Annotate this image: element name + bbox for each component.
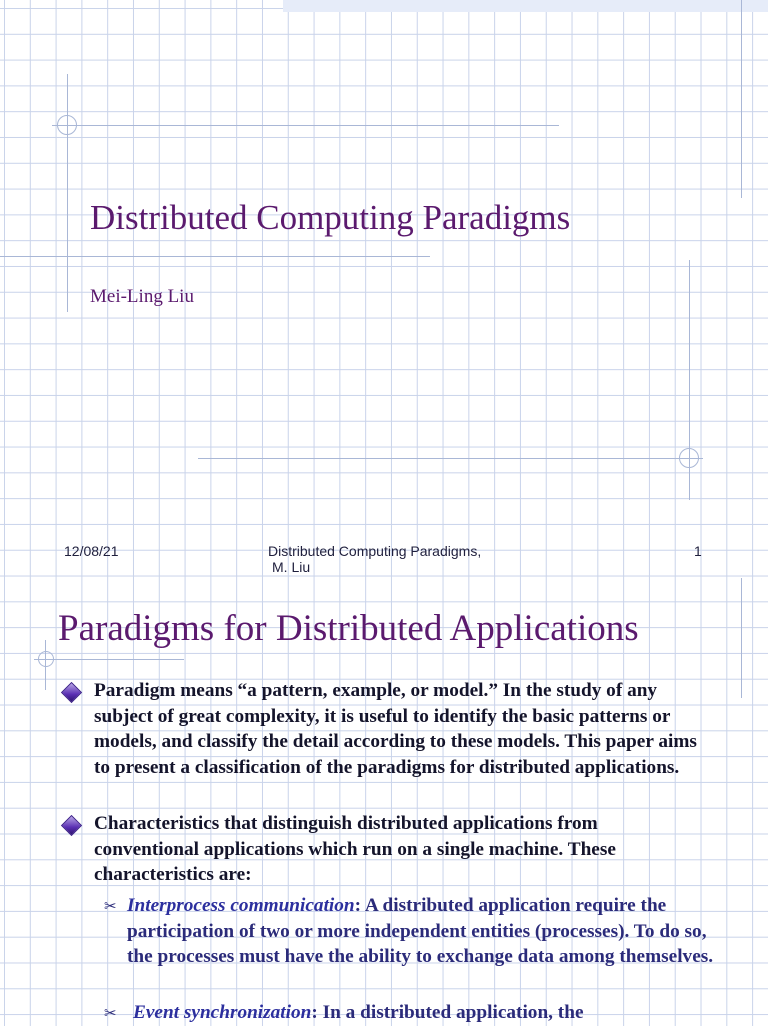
sub-bullet-text: : A distributed application require the participation of two or more independent entities (processes). To do so, the processes must have the ability to exchange data among themselves.: [127, 895, 714, 968]
diamond-bullet-icon: [61, 682, 82, 703]
sub-bullet-paragraph: [133, 1000, 723, 1026]
slide1-author: Mei-Ling Liu: [90, 286, 194, 307]
decor-horizontal-line: [0, 256, 430, 257]
footer-date: 12/08/21: [64, 543, 119, 559]
decor-horizontal-line: [52, 125, 559, 126]
sub-bullet-term: Event synchronization: [133, 1002, 312, 1023]
decor-horizontal-line: [198, 458, 703, 459]
decor-ring-icon: [57, 115, 77, 135]
sub-bullet-paragraph: [127, 893, 717, 970]
decor-horizontal-line: [34, 659, 184, 660]
bullet-paragraph: Paradigm means “a pattern, example, or model.” In the study of any subject of great complexity, it is useful to identify the basic patterns or models, and classify the detail according to these models. This paper aims to present a classification of the paradigms for distributed applications.: [94, 680, 697, 779]
footer-caption: [268, 543, 508, 575]
decor-ring-icon: [38, 651, 54, 667]
decor-vertical-line: [741, 578, 742, 698]
decor-vertical-line: [67, 74, 68, 312]
scissors-bullet-icon: ✂: [104, 897, 117, 915]
slide1-title: Distributed Computing Paradigms: [90, 198, 571, 237]
diamond-bullet-icon: [61, 815, 82, 836]
sub-bullet-text: : In a distributed application, the: [311, 1002, 584, 1023]
footer-page-number: 1: [694, 543, 702, 559]
footer-caption-line2: M. Liu: [272, 559, 311, 575]
bullet-paragraph: Characteristics that distinguish distributed applications from conventional applications which run on a single machine. These characteristics are:: [94, 813, 616, 886]
top-accent-bar: [283, 0, 768, 12]
slide2-title: Paradigms for Distributed Applications: [58, 608, 639, 649]
scissors-bullet-icon: ✂: [104, 1004, 117, 1022]
decor-vertical-line: [741, 0, 742, 198]
sub-bullet-term: Interprocess communication: [127, 895, 355, 916]
footer-caption-line1: Distributed Computing Paradigms,: [268, 543, 482, 559]
decor-ring-icon: [679, 448, 699, 468]
